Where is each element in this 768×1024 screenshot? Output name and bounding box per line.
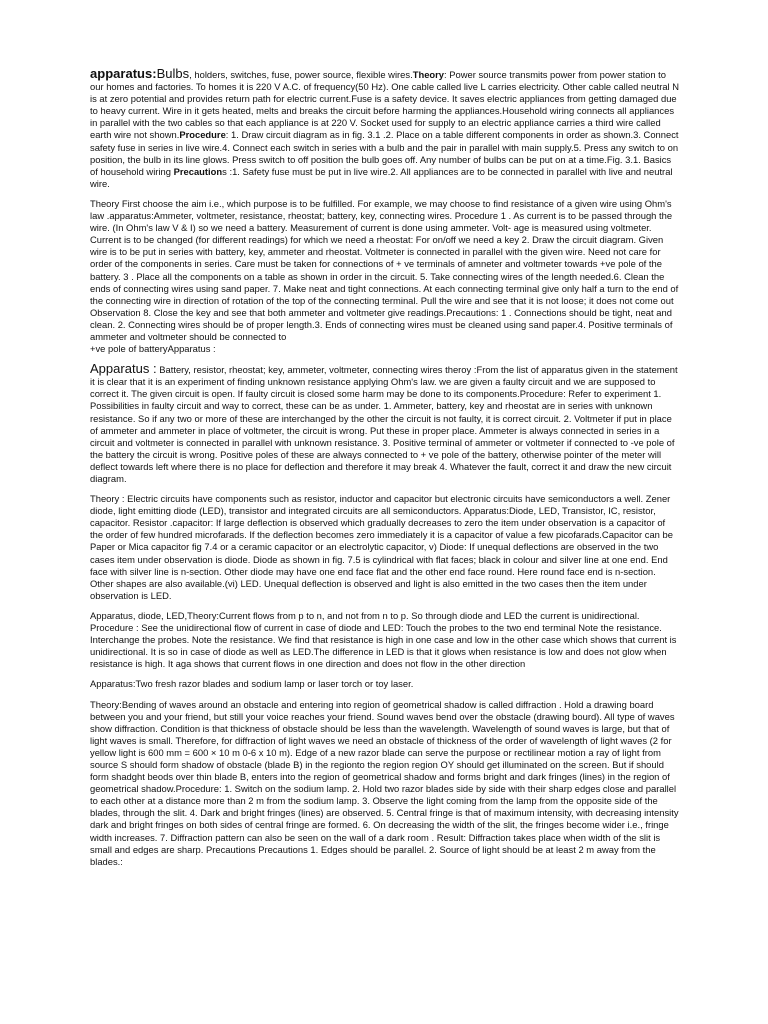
paragraph-text: : Power source transmits power from power station to our homes and factories. To homes it is 220 V A.C. of frequency(50 Hz). One cable called live L carries electricity. Other cable called neutral N is at zero potential and provides return path for electric current.Fuse is a safety device. It saves electric appliances from getting damaged due to heavy current. Wire in it gets heated, melts and breaks the circuit before harming the appliances.Household wiring connects all appliances in parallel with the two cables so that each appliance is at 220 V. Socket used for supply to an electric appliance carries a third wire called earth wire not shown.: [90, 69, 680, 141]
apparatus-heading: Apparatus :: [90, 361, 157, 377]
paragraph-diode-led: [90, 610, 680, 670]
paragraph-electronic-components: [90, 493, 680, 602]
paragraph-text: Battery, resistor, rheostat; key, ammeter, voltmeter, connecting wires theroy :From the list of apparatus given in the statement it is clear that it is an experiment of finding unknown resistance applying Ohm's law. we are given a faulty circuit and we are supposed to correct it. The given circuit is open. If faulty circuit is closed some harm may be done to its components.Procedure: Refer to experiment 1. Possibilities in faulty circuit and way to correct, these can be as under. 1. Ammeter, battery, key and rheostat are in series with unknown resistance. So if any two or more of these are interchanged by the other the circuit is not faulty, it is correct circuit. 2. Voltmeter if put in place of ammeter and ammeter in place of voltmeter, the circuit is wrong. Put these in proper place. Ammeter is always connected in series in a circuit and voltmeter is connected in parallel with unknown resistance. 3. Positive terminal of ammeter or voltmeter if connected to -ve pole of the battery the circuit is wrong. Positive poles of these are always connected to + ve pole of the battery, otherwise pointer of the meter will deflect towards left where there is no place for deflection and therefore it may break 4. Whatever the fault, correct it and draw the new circuit diagram.: [90, 364, 678, 484]
paragraph-text: Theory : Electric circuits have components such as resistor, inductor and capacitor but electronic circuits have semiconductors a well. Zener diode, light emitting diode (LED), transistor and integrated circuits are all semiconductors. Apparatus:Diode, LED, Transistor, IC, resistor, capacitor. Resistor .capacitor: If large deflection is observed which gradually decreases to zero the item under observation is a capacitor of the order of few hundred microfarads. If the deflection becomes zero immediately it is a capacitor of value a few picofarads.Capacitor can be Paper or Mica capacitor fig 7.4 or a ceramic capacitor or an electrolytic capacitor, v) Diode: If unequal deflections are observed in the two cases item under observation is diode. Diode as shown in fig. 7.5 is cylindrical with flat faces; black in colour and silver line at one end. End face with silver line is n-section. Other diode may have one end face flat and the other end face round. Here round face end is n-section. Other shapes are also available.(vi) LED. Unequal deflection is observed and light is also emitted in the two cases then the item under observation is LED.: [90, 493, 673, 601]
paragraph-diffraction-apparatus: [90, 678, 680, 690]
paragraph-text: , holders, switches, fuse, power source, flexible wires.: [189, 69, 413, 80]
paragraph-text: Apparatus, diode, LED,Theory:Current flows from p to n, and not from n to p. So through diode and LED the current is unidirectional. Procedure : See the unidirectional flow of current in case of diode and LED: Touch the probes to the two end terminal Note the resistance. Interchange the probes. Note the resistance. We find that resistance is high in one case and low in the other case which shows that current is unidirectional. It is so in case of diode as well as LED.The difference in LED is that it glows when resistance is low and does not glow when resistance is high. It aga shows that current flows in one direction and does not flow in the other direction: [90, 609, 677, 670]
precautions-label: Precaution: [173, 165, 223, 177]
paragraph-faulty-circuit: [90, 363, 680, 485]
paragraph-diffraction-theory: [90, 699, 680, 868]
paragraph-text: Apparatus:Two fresh razor blades and sodium lamp or laser torch or toy laser.: [90, 678, 414, 690]
paragraph-household-wiring: [90, 68, 680, 190]
paragraph-text: Theory:Bending of waves around an obstacle and entering into region of geometrical shadow is called diffraction . Hold a drawing board between you and your friend, but still your voice reaches your friend. Sound waves bend over the obstacle (drawing bourd). All type of waves show diffraction. Condition is that thickness of obstacle should be less than the wavelength. Wavelength of sound waves is large, but that of light waves is small. Therefore, for diffraction of light waves we need an obstacle of thickness of the order of wavelength of light waves (2 for yellow light is 600 mm = 600 × 10 m 0-6 x 10 m). Edge of a new razor blade can serve the purpose or rectilinear motion a ray of light from source S should form shadow of obstacle (blade B) in the regionto the region region OY should get illuminated on the screen. But if should form shadght beods over thin blade B, enters into the region of geometrical shadow and forms bright and dark fringes (lines) in the region of geometrical shadow.Procedure: 1. Switch on the sodium lamp. 2. Hold two razor blades side by side with their sharp edges close and parallel to each other at a distance more than 2 m from the sodium lamp. 3. Observe the light coming from the lamp from the opposite side of the blades, through the slit. 4. Dark and bright fringes (lines) are observed. 5. Central fringe is that of maximum intensity, with decreasing intensity dark and bright fringes on both sides of central fringe are formed. 6. On decreasing the width of the slit, the fringes become wider i.e., fringe width increases. 7. Diffraction pattern can also be seen on the wall of a dark room . Result: Diffraction takes place when width of the slit is small and edges are sharp. Precautions Precautions 1. Edges should be parallel. 2. Source of light should be at least 2 m away from the blades.:: [90, 698, 679, 867]
procedure-label: Procedure: [179, 129, 226, 141]
paragraph-text: : 1. Draw circuit diagram as in fig. 3.1 .2. Place on a table different components in order as shown.3. Connect safety fuse in series in live wire.4. Connect each switch in series with a bulb and the pair in parallel with main supply.5. Press any switch to on position, the bulb in its line glows. Press switch to off position the bulb goes off. Any number of bulbs can be put on at a time.Fig. 3.1. Basics of household wiring: [90, 129, 679, 177]
apparatus-bulbs: Bulbs: [156, 66, 190, 81]
apparatus-heading: apparatus:: [90, 66, 157, 81]
paragraph-text: Theory First choose the aim i.e., which purpose is to be fulfilled. For example, we may choose to find resistance of a given wire using Ohm's law .apparatus:Ammeter, voltmeter, resistance, rheostat; battery, key, connecting wires. Procedure 1 . As current is to be passed through the wire. (In Ohm's law V & I) so we need a battery. Measurement of current is done using ammeter. Volt- age is measured using voltmeter. Current is to be changed (for different readings) for which we need a rheostat: For on/off we need a key 2. Draw the circuit diagram. Given wire is to be put in series with battery, key, ammeter and rheostat. Voltmeter is connected in parallel with the given wire. Need not care for order of the components in series. Care must be taken for connections of + ve terminals of amneter and voltmeter towards +ve pole of the battery. 3 . Place all the components on a table as shown in order in the circuit. 5. Take connecting wires of the length needed.6. Clean the ends of connecting wires using sand paper. 7. Make neat and tight connections. At each connecting terminal give only half a turn to the end of the connecting wire in direction of rotation of the top of the connecting terminal. Pull the wire and see that it is not loose; it does not come out Observation 8. Close the key and see that both ammeter and voltmeter give readings.Precautions: 1 . Connections should be tight, neat and clean. 2. Connecting wires should be of proper length.3. Ends of connecting wires must be cleaned using sand paper.4. Positive terminals of ammeter and voltmeter should be connected to: [90, 197, 679, 342]
paragraph-text: s :1. Safety fuse must be put in live wire.2. All appliances are to be connected in parallel with live and neutral wire.: [90, 165, 673, 189]
paragraph-tail: +ve pole of batteryApparatus :: [90, 343, 216, 355]
paragraph-ohms-law: [90, 198, 680, 355]
theory-label: Theory: [412, 69, 445, 80]
